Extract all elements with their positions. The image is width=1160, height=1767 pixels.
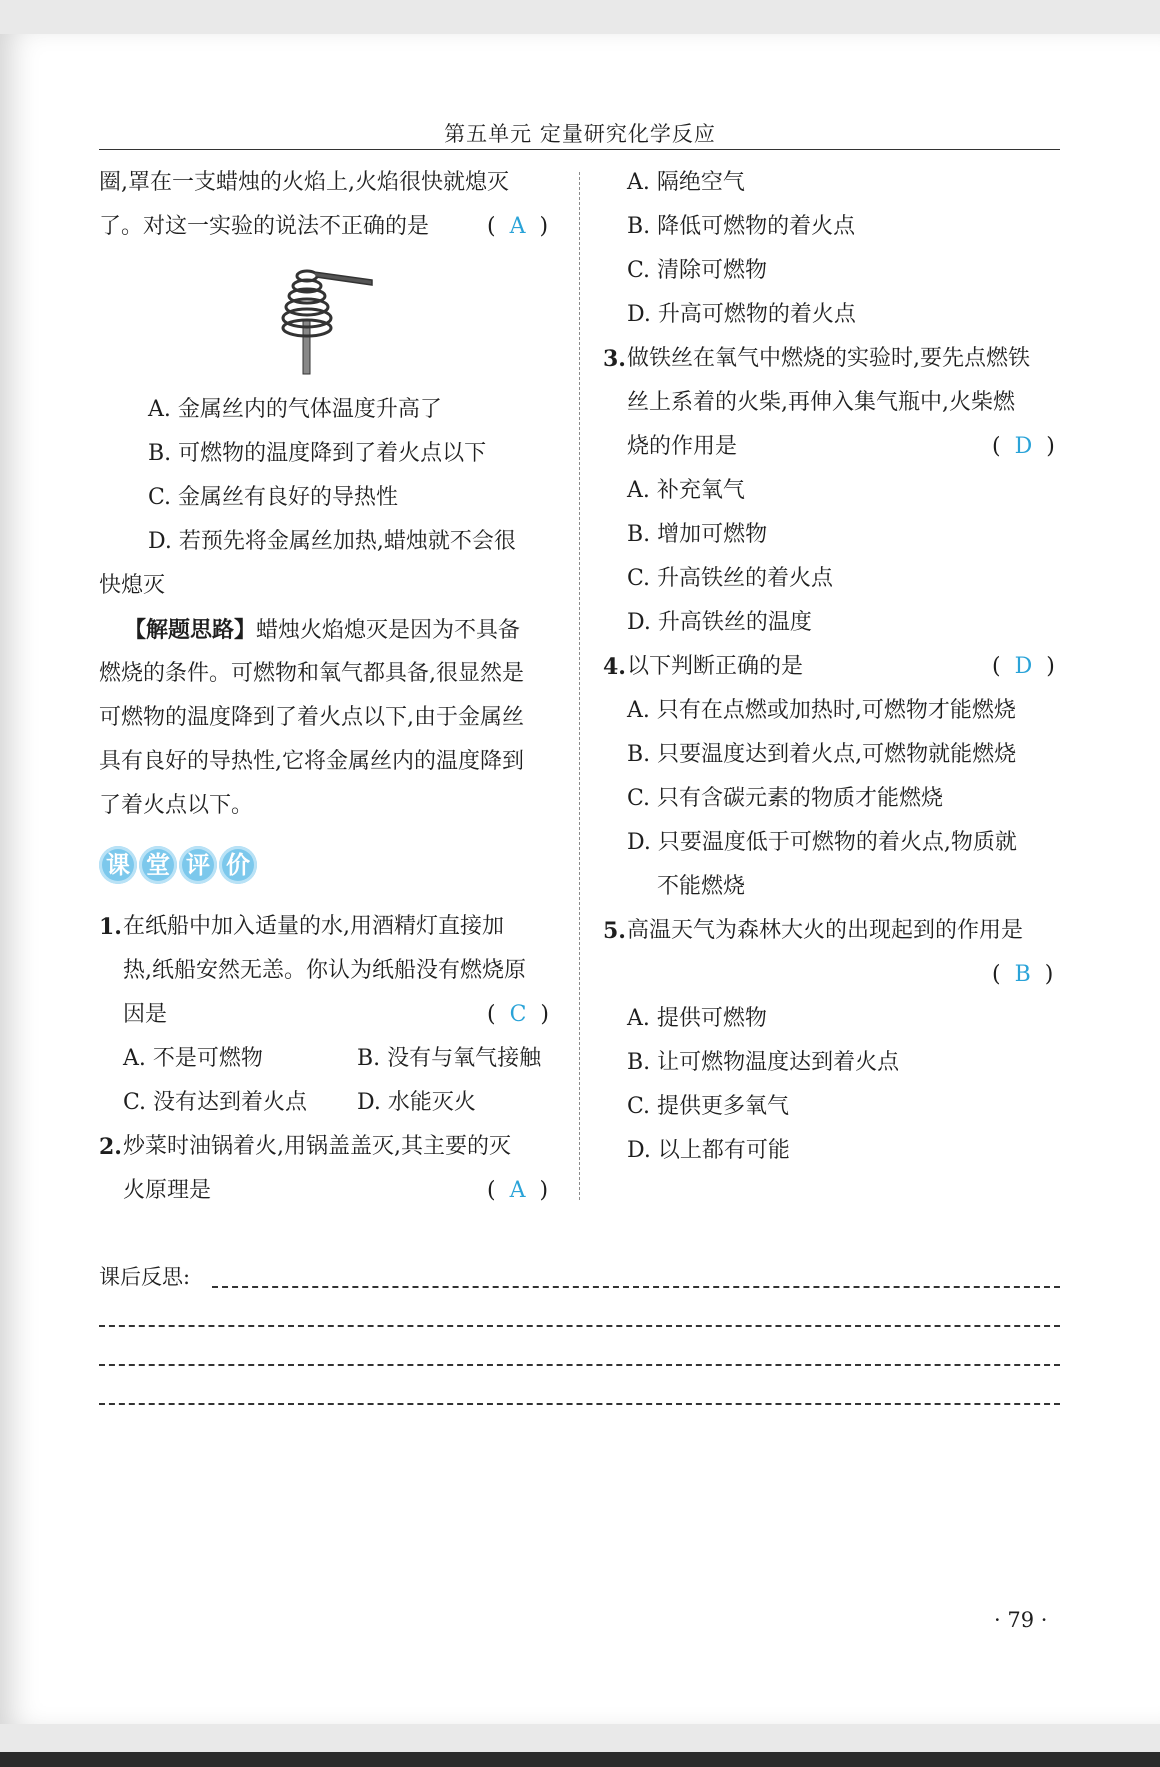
q4-option-a: A. 只有在点燃或加热时,可燃物才能燃烧 — [627, 698, 1016, 723]
q1-line-3: 因是 — [123, 1002, 168, 1027]
badge-char: 课 — [99, 846, 137, 884]
q1-option-b: B. 没有与氧气接触 — [357, 1046, 542, 1071]
q1-option-a: A. 不是可燃物 — [123, 1046, 263, 1071]
q5-option-b: B. 让可燃物温度达到着火点 — [627, 1050, 900, 1075]
intro-option-a: A. 金属丝内的气体温度升高了 — [148, 397, 442, 422]
q2-option-d: D. 升高可燃物的着火点 — [627, 302, 856, 327]
intro-line-1: 圈,罩在一支蜡烛的火焰上,火焰很快就熄灭 — [99, 170, 509, 195]
q4-option-d-cont: 不能燃烧 — [657, 874, 746, 899]
q2-number: 2. — [99, 1134, 122, 1160]
reflection-line[interactable] — [99, 1403, 1060, 1405]
reflection-line[interactable] — [212, 1286, 1060, 1288]
analysis-line-2: 燃烧的条件。可燃物和氧气都具备,很显然是 — [99, 661, 524, 686]
intro-answer-bracket: ( A ) — [487, 214, 549, 239]
intro-option-d: D. 若预先将金属丝加热,蜡烛就不会很 — [148, 529, 516, 554]
q2-answer: A — [509, 1178, 526, 1203]
q1-line-2: 热,纸船安然无恙。你认为纸船没有燃烧原 — [123, 958, 526, 983]
analysis-line-3: 可燃物的温度降到了着火点以下,由于金属丝 — [99, 705, 524, 730]
q4-answer-bracket: ( D ) — [992, 654, 1055, 679]
column-divider — [579, 172, 580, 1200]
page-header: 第五单元 定量研究化学反应 — [444, 122, 716, 146]
coil-handle — [314, 272, 372, 285]
analysis-line-4: 具有良好的导热性,它将金属丝内的温度降到 — [99, 749, 524, 774]
q3-line-1: 做铁丝在氧气中燃烧的实验时,要先点燃铁 — [627, 346, 1030, 371]
coil-loop-4 — [286, 299, 328, 315]
q2-option-b: B. 降低可燃物的着火点 — [627, 214, 856, 239]
q2-line-1: 炒菜时油锅着火,用锅盖盖灭,其主要的灭 — [123, 1134, 511, 1159]
q3-line-3: 烧的作用是 — [627, 434, 738, 459]
q4-option-d: D. 只要温度低于可燃物的着火点,物质就 — [627, 830, 1017, 855]
q1-option-d: D. 水能灭火 — [357, 1090, 476, 1115]
q3-option-d: D. 升高铁丝的温度 — [627, 610, 812, 635]
q3-option-c: C. 升高铁丝的着火点 — [627, 566, 834, 591]
intro-line-2: 了。对这一实验的说法不正确的是 — [99, 214, 430, 239]
analysis-line-1: 【解题思路】蜡烛火焰熄灭是因为不具备 — [124, 617, 521, 643]
q5-answer: B — [1014, 962, 1031, 987]
q5-number: 5. — [603, 918, 626, 944]
intro-option-c: C. 金属丝有良好的导热性 — [148, 485, 399, 510]
q3-option-b: B. 增加可燃物 — [627, 522, 768, 547]
intro-option-b: B. 可燃物的温度降到了着火点以下 — [148, 441, 487, 466]
q4-line-1: 以下判断正确的是 — [627, 654, 804, 679]
q1-option-c: C. 没有达到着火点 — [123, 1090, 308, 1115]
metal-coil-illustration — [276, 260, 376, 380]
q5-answer-bracket: ( B ) — [992, 962, 1054, 987]
q3-answer-bracket: ( D ) — [992, 434, 1055, 459]
reflection-line[interactable] — [99, 1364, 1060, 1366]
badge-char: 堂 — [139, 846, 177, 884]
q2-option-c: C. 清除可燃物 — [627, 258, 768, 283]
q2-option-a: A. 隔绝空气 — [627, 170, 745, 195]
q2-answer-bracket: ( A ) — [487, 1178, 549, 1203]
badge-char: 价 — [219, 846, 257, 884]
bottom-bar — [0, 1752, 1160, 1767]
intro-answer: A — [509, 214, 526, 239]
q2-line-2: 火原理是 — [123, 1178, 212, 1203]
q5-line-1: 高温天气为森林大火的出现起到的作用是 — [627, 918, 1024, 943]
section-title-badges — [99, 846, 257, 884]
page-number: · 79 · — [994, 1608, 1048, 1632]
q3-line-2: 丝上系着的火柴,再伸入集气瓶中,火柴燃 — [627, 390, 1015, 415]
q5-option-c: C. 提供更多氧气 — [627, 1094, 790, 1119]
q3-number: 3. — [603, 346, 626, 372]
q4-option-b: B. 只要温度达到着火点,可燃物就能燃烧 — [627, 742, 1017, 767]
q4-answer: D — [1014, 654, 1033, 679]
intro-option-d-cont: 快熄灭 — [99, 573, 166, 598]
q4-number: 4. — [603, 654, 626, 680]
reflection-line[interactable] — [99, 1325, 1060, 1327]
analysis-line-5: 了着火点以下。 — [99, 793, 254, 818]
q3-answer: D — [1014, 434, 1033, 459]
analysis-tag: 【解题思路】 — [124, 617, 257, 643]
q3-option-a: A. 补充氧气 — [627, 478, 745, 503]
q5-option-d: D. 以上都有可能 — [627, 1138, 790, 1163]
q1-number: 1. — [99, 914, 122, 940]
q1-line-1: 在纸船中加入适量的水,用酒精灯直接加 — [123, 914, 504, 939]
q5-option-a: A. 提供可燃物 — [627, 1006, 767, 1031]
header-rule — [99, 149, 1060, 150]
badge-char: 评 — [179, 846, 217, 884]
q1-answer-bracket: ( C ) — [487, 1002, 549, 1027]
q1-answer: C — [509, 1002, 527, 1027]
q4-option-c: C. 只有含碳元素的物质才能燃烧 — [627, 786, 944, 811]
reflection-label: 课后反思: — [99, 1265, 191, 1289]
